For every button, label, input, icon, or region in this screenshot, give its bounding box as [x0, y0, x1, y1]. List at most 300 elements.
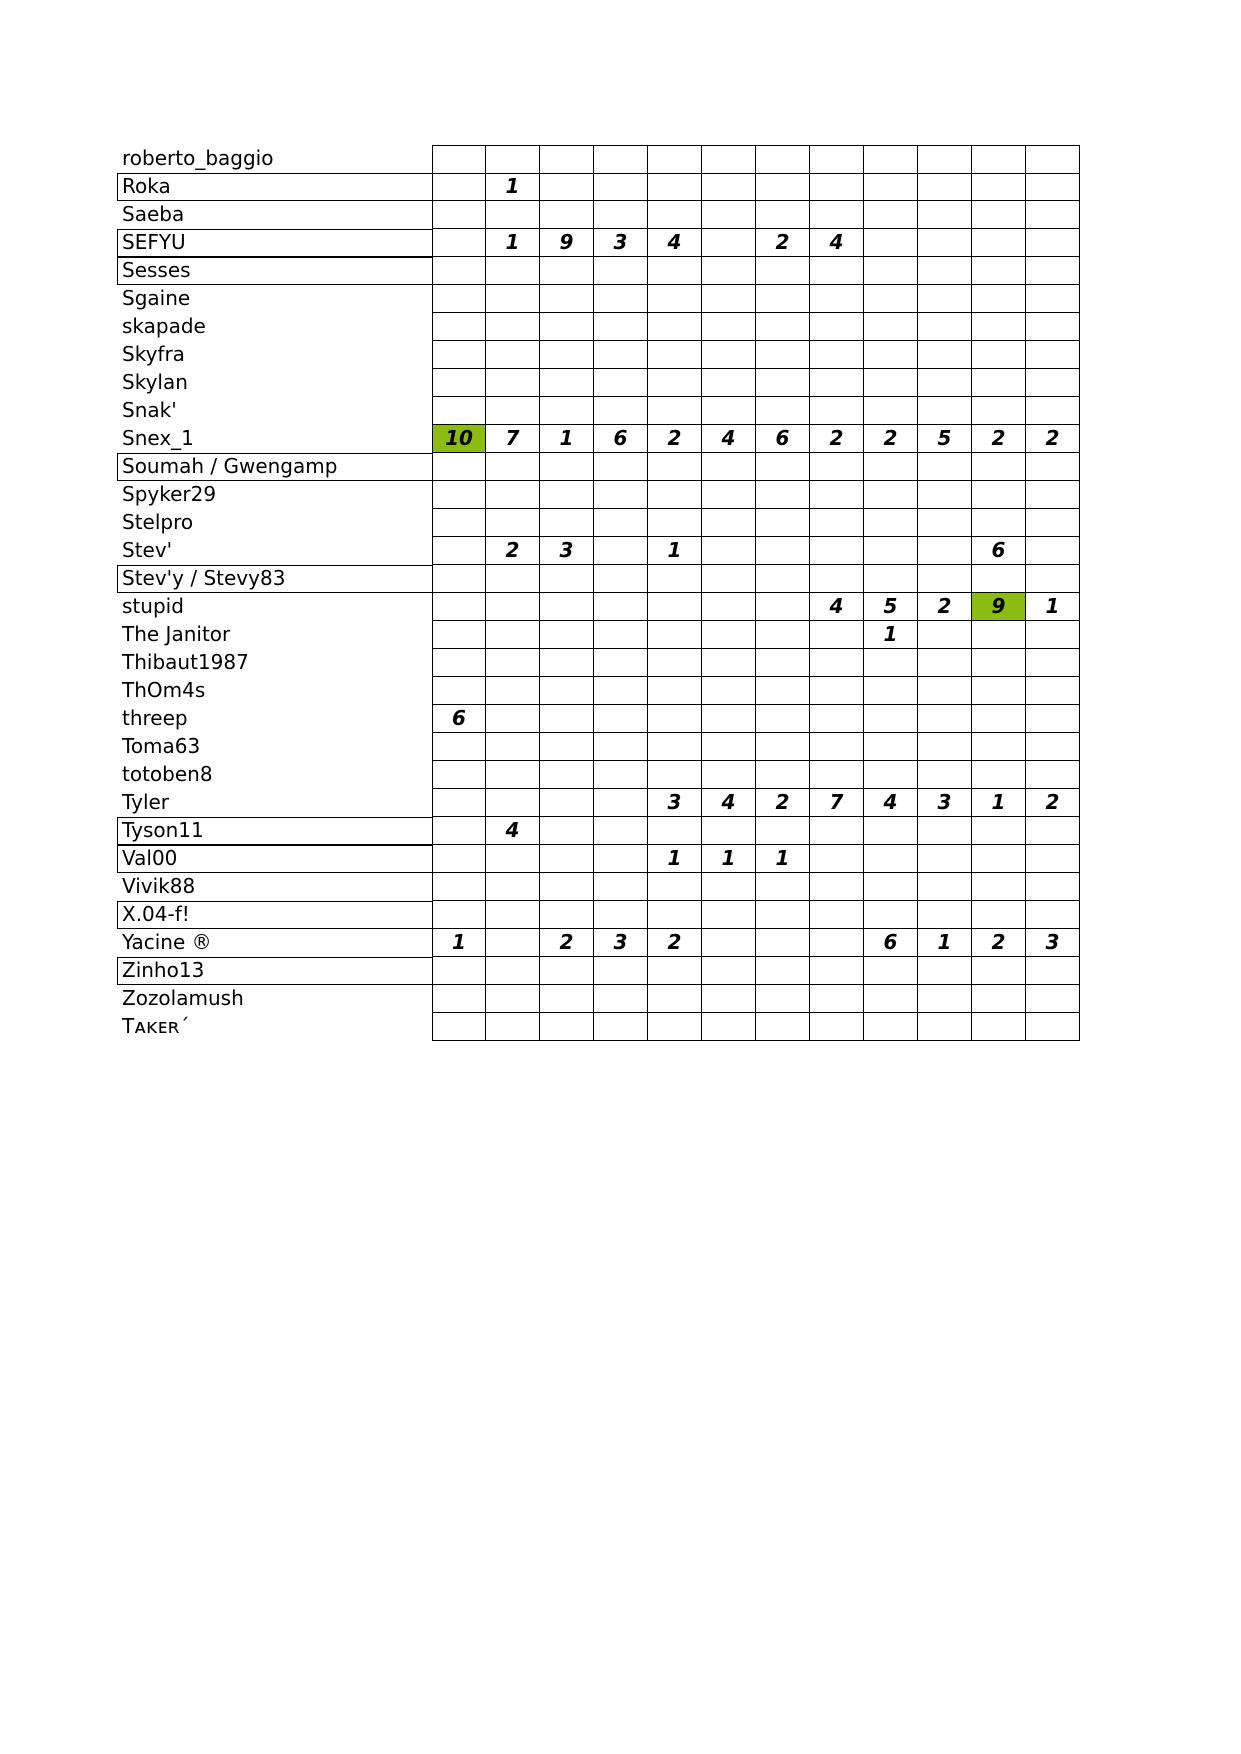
score-cell — [864, 901, 918, 929]
score-cell: 4 — [648, 229, 702, 257]
score-cell — [756, 593, 810, 621]
score-cell — [540, 285, 594, 313]
score-cell: 3 — [540, 537, 594, 565]
score-cell — [540, 845, 594, 873]
score-cell: 1 — [918, 929, 972, 957]
score-cell — [864, 369, 918, 397]
score-cell — [594, 313, 648, 341]
score-cell — [702, 481, 756, 509]
score-cell — [864, 229, 918, 257]
score-cell — [648, 901, 702, 929]
player-name: Toma63 — [122, 734, 201, 758]
score-cell: 4 — [702, 425, 756, 453]
score-cell — [702, 453, 756, 481]
score-cell: 6 — [864, 929, 918, 957]
score-cell — [486, 789, 540, 817]
score-cell — [486, 341, 540, 369]
score-cell-highlighted: 10 — [432, 425, 486, 453]
score-cell: 1 — [702, 845, 756, 873]
player-name: totoben8 — [122, 762, 213, 786]
score-cell — [810, 145, 864, 174]
score-cell — [1026, 565, 1080, 593]
score-cell — [432, 1013, 486, 1041]
player-name: Skylan — [122, 370, 188, 394]
score-cell — [594, 509, 648, 537]
score-cell — [432, 817, 486, 845]
player-name: SEFYU — [117, 229, 433, 257]
score-cell — [756, 369, 810, 397]
score-cell — [972, 341, 1026, 369]
score-cell — [1026, 677, 1080, 705]
score-cell — [810, 565, 864, 593]
score-cell — [432, 453, 486, 481]
score-cell — [432, 369, 486, 397]
score-cell — [540, 173, 594, 201]
player-name: Roka — [117, 173, 433, 201]
score-cell — [810, 957, 864, 985]
player-name: stupid — [122, 594, 184, 618]
score-cell — [972, 733, 1026, 761]
score-cell — [540, 789, 594, 817]
score-cell — [810, 369, 864, 397]
score-cell — [1026, 733, 1080, 761]
score-cell — [1026, 957, 1080, 985]
score-cell — [1026, 845, 1080, 873]
score-cell — [864, 957, 918, 985]
score-cell — [972, 705, 1026, 733]
score-cell — [864, 705, 918, 733]
player-name: roberto_baggio — [122, 146, 274, 170]
score-cell — [756, 1013, 810, 1041]
score-cell — [648, 369, 702, 397]
score-cell — [810, 341, 864, 369]
score-cell — [810, 509, 864, 537]
score-cell — [432, 957, 486, 985]
score-cell — [594, 341, 648, 369]
score-cell — [1026, 873, 1080, 901]
score-cell — [486, 509, 540, 537]
score-cell — [864, 257, 918, 285]
score-cell — [594, 733, 648, 761]
score-cell — [756, 201, 810, 229]
player-name: threep — [122, 706, 188, 730]
score-cell — [594, 621, 648, 649]
score-cell — [702, 733, 756, 761]
score-cell — [648, 201, 702, 229]
score-cell — [918, 173, 972, 201]
score-cell — [864, 285, 918, 313]
score-cell — [1026, 369, 1080, 397]
player-name: Stev' — [122, 538, 173, 562]
player-name: Sgaine — [122, 286, 191, 310]
score-cell — [756, 341, 810, 369]
score-cell — [972, 677, 1026, 705]
score-cell — [540, 453, 594, 481]
score-cell — [972, 817, 1026, 845]
score-cell — [432, 481, 486, 509]
score-cell: 4 — [864, 789, 918, 817]
score-cell — [918, 621, 972, 649]
score-cell — [486, 621, 540, 649]
score-cell — [972, 845, 1026, 873]
score-cell: 6 — [972, 537, 1026, 565]
score-cell — [594, 145, 648, 174]
score-cell: 2 — [648, 425, 702, 453]
score-cell — [432, 789, 486, 817]
score-cell — [540, 1013, 594, 1041]
score-cell: 3 — [1026, 929, 1080, 957]
score-cell — [702, 621, 756, 649]
score-cell — [972, 957, 1026, 985]
score-cell — [648, 649, 702, 677]
score-cell — [594, 397, 648, 425]
score-cell — [648, 397, 702, 425]
score-cell — [648, 621, 702, 649]
score-cell — [540, 481, 594, 509]
score-cell — [540, 509, 594, 537]
score-cell — [918, 341, 972, 369]
score-cell — [918, 873, 972, 901]
score-cell — [972, 369, 1026, 397]
score-cell: 4 — [702, 789, 756, 817]
score-cell — [702, 985, 756, 1013]
score-cell — [918, 509, 972, 537]
score-cell — [702, 537, 756, 565]
player-name: Snak' — [122, 398, 177, 422]
score-cell — [810, 817, 864, 845]
score-cell — [540, 901, 594, 929]
score-cell — [756, 397, 810, 425]
score-cell — [864, 145, 918, 174]
score-cell — [1026, 761, 1080, 789]
score-cell — [432, 257, 486, 285]
score-cell — [756, 145, 810, 174]
score-cell: 3 — [648, 789, 702, 817]
score-cell — [648, 733, 702, 761]
score-cell — [540, 873, 594, 901]
score-cell — [702, 201, 756, 229]
score-cell — [1026, 537, 1080, 565]
score-cell — [594, 453, 648, 481]
score-cell — [864, 481, 918, 509]
score-cell — [594, 1013, 648, 1041]
score-cell — [1026, 621, 1080, 649]
score-cell: 2 — [1026, 789, 1080, 817]
score-cell — [432, 873, 486, 901]
score-cell — [918, 845, 972, 873]
score-cell — [1026, 285, 1080, 313]
score-cell — [918, 733, 972, 761]
score-cell — [918, 257, 972, 285]
score-cell — [918, 1013, 972, 1041]
score-cell — [648, 957, 702, 985]
player-name: ThOm4s — [122, 678, 206, 702]
score-cell — [594, 985, 648, 1013]
score-cell — [432, 733, 486, 761]
score-cell — [486, 733, 540, 761]
score-cell — [540, 677, 594, 705]
score-cell — [972, 173, 1026, 201]
score-cell — [918, 957, 972, 985]
score-cell — [918, 397, 972, 425]
score-cell — [1026, 201, 1080, 229]
score-cell — [756, 481, 810, 509]
player-name: Yacine ® — [122, 930, 212, 954]
score-cell — [648, 1013, 702, 1041]
score-cell — [1026, 173, 1080, 201]
score-cell — [432, 509, 486, 537]
score-cell — [486, 845, 540, 873]
score-cell — [1026, 313, 1080, 341]
score-cell — [864, 985, 918, 1013]
score-cell — [972, 649, 1026, 677]
score-cell: 4 — [486, 817, 540, 845]
score-cell — [432, 229, 486, 257]
score-cell — [810, 761, 864, 789]
score-cell — [594, 649, 648, 677]
score-cell — [702, 509, 756, 537]
score-cell: 2 — [1026, 425, 1080, 453]
score-cell — [486, 761, 540, 789]
score-cell — [540, 257, 594, 285]
score-cell — [756, 985, 810, 1013]
score-cell — [756, 173, 810, 201]
score-cell — [810, 285, 864, 313]
score-cell — [702, 341, 756, 369]
score-cell: 1 — [648, 537, 702, 565]
score-cell — [972, 145, 1026, 174]
score-cell — [1026, 453, 1080, 481]
score-cell — [972, 1013, 1026, 1041]
score-cell — [702, 901, 756, 929]
score-cell — [486, 901, 540, 929]
score-cell — [918, 901, 972, 929]
score-cell — [756, 649, 810, 677]
score-cell — [756, 313, 810, 341]
score-cell — [648, 985, 702, 1013]
score-cell — [972, 397, 1026, 425]
score-cell — [432, 565, 486, 593]
score-cell — [864, 649, 918, 677]
score-cell — [648, 173, 702, 201]
score-cell — [540, 649, 594, 677]
player-name: Zozolamush — [122, 986, 244, 1010]
score-cell — [486, 201, 540, 229]
score-cell — [648, 453, 702, 481]
score-cell — [594, 565, 648, 593]
score-cell — [918, 985, 972, 1013]
score-cell — [918, 453, 972, 481]
score-cell — [594, 257, 648, 285]
score-cell — [1026, 145, 1080, 174]
score-cell — [1026, 481, 1080, 509]
score-cell — [756, 285, 810, 313]
score-cell — [486, 1013, 540, 1041]
score-cell — [486, 873, 540, 901]
score-cell — [594, 845, 648, 873]
score-cell: 1 — [540, 425, 594, 453]
score-cell — [810, 313, 864, 341]
player-name: Saeba — [122, 202, 185, 226]
score-cell — [648, 873, 702, 901]
score-cell — [756, 621, 810, 649]
score-cell: 1 — [972, 789, 1026, 817]
player-name: X.04-f! — [117, 901, 433, 929]
score-cell — [810, 873, 864, 901]
player-name: Vivik88 — [122, 874, 196, 898]
score-cell — [702, 957, 756, 985]
score-cell — [648, 705, 702, 733]
score-cell: 3 — [594, 229, 648, 257]
score-cell — [594, 789, 648, 817]
player-name: Sesses — [117, 257, 433, 285]
score-cell — [810, 733, 864, 761]
score-cell: 2 — [972, 929, 1026, 957]
score-cell — [486, 929, 540, 957]
score-cell: 6 — [594, 425, 648, 453]
score-cell — [702, 705, 756, 733]
score-cell — [972, 901, 1026, 929]
score-cell: 4 — [810, 229, 864, 257]
score-cell — [972, 985, 1026, 1013]
score-cell — [486, 453, 540, 481]
score-cell — [972, 565, 1026, 593]
score-cell — [540, 985, 594, 1013]
player-name: Stev'y / Stevy83 — [117, 565, 433, 593]
score-cell: 2 — [756, 789, 810, 817]
score-cell — [864, 397, 918, 425]
score-cell — [918, 285, 972, 313]
player-name: Tᴀᴋᴇʀ´ — [122, 1014, 190, 1038]
score-cell — [702, 397, 756, 425]
score-cell — [594, 173, 648, 201]
player-name: skapade — [122, 314, 206, 338]
score-cell — [648, 817, 702, 845]
score-cell: 6 — [432, 705, 486, 733]
score-cell — [594, 481, 648, 509]
score-cell — [810, 845, 864, 873]
score-cell — [864, 537, 918, 565]
score-cell — [810, 173, 864, 201]
score-cell: 1 — [864, 621, 918, 649]
score-cell — [486, 285, 540, 313]
score-cell — [432, 173, 486, 201]
score-cell — [540, 761, 594, 789]
score-cell — [540, 565, 594, 593]
score-cell — [702, 929, 756, 957]
score-cell — [540, 733, 594, 761]
score-cell — [1026, 229, 1080, 257]
score-cell — [918, 145, 972, 174]
score-cell — [918, 817, 972, 845]
score-cell — [486, 257, 540, 285]
score-cell — [648, 341, 702, 369]
score-cell: 2 — [486, 537, 540, 565]
score-cell — [756, 873, 810, 901]
score-cell — [756, 537, 810, 565]
score-cell — [756, 257, 810, 285]
score-cell — [918, 229, 972, 257]
score-cell-highlighted: 9 — [972, 593, 1026, 621]
score-cell — [432, 761, 486, 789]
score-cell — [810, 453, 864, 481]
score-cell — [486, 677, 540, 705]
score-cell — [810, 1013, 864, 1041]
score-cell — [648, 761, 702, 789]
score-cell — [648, 145, 702, 174]
player-name: Skyfra — [122, 342, 185, 366]
score-cell — [594, 761, 648, 789]
player-name: Stelpro — [122, 510, 194, 534]
score-cell — [594, 593, 648, 621]
score-cell — [972, 621, 1026, 649]
score-cell — [756, 817, 810, 845]
score-cell — [972, 229, 1026, 257]
score-cell — [702, 873, 756, 901]
score-cell — [918, 369, 972, 397]
score-cell — [972, 201, 1026, 229]
score-cell — [594, 285, 648, 313]
score-cell — [594, 873, 648, 901]
score-cell — [648, 677, 702, 705]
score-cell — [1026, 901, 1080, 929]
score-cell — [972, 873, 1026, 901]
score-cell — [756, 957, 810, 985]
score-cell — [702, 257, 756, 285]
score-cell — [702, 565, 756, 593]
score-cell: 2 — [810, 425, 864, 453]
score-cell — [918, 201, 972, 229]
score-cell — [756, 929, 810, 957]
score-cell — [810, 537, 864, 565]
score-cell — [864, 201, 918, 229]
player-name: Val00 — [117, 845, 433, 873]
score-cell — [432, 845, 486, 873]
score-cell: 2 — [972, 425, 1026, 453]
player-name: Spyker29 — [122, 482, 217, 506]
score-cell: 1 — [432, 929, 486, 957]
score-cell: 1 — [486, 173, 540, 201]
score-cell: 1 — [1026, 593, 1080, 621]
score-cell: 1 — [648, 845, 702, 873]
score-cell — [432, 677, 486, 705]
score-cell — [1026, 817, 1080, 845]
score-cell — [702, 313, 756, 341]
score-cell — [810, 677, 864, 705]
score-cell — [432, 901, 486, 929]
score-cell — [1026, 341, 1080, 369]
score-cell — [486, 481, 540, 509]
score-cell — [810, 649, 864, 677]
score-cell — [918, 649, 972, 677]
score-cell: 9 — [540, 229, 594, 257]
score-cell — [432, 341, 486, 369]
score-cell — [1026, 397, 1080, 425]
score-cell — [432, 985, 486, 1013]
score-cell: 3 — [594, 929, 648, 957]
score-cell — [540, 201, 594, 229]
score-cell — [432, 397, 486, 425]
score-cell — [432, 593, 486, 621]
score-cell — [864, 341, 918, 369]
score-cell — [972, 509, 1026, 537]
score-cell — [432, 537, 486, 565]
score-cell — [918, 565, 972, 593]
score-cell: 1 — [486, 229, 540, 257]
player-name: Soumah / Gwengamp — [117, 453, 433, 481]
score-cell: 3 — [918, 789, 972, 817]
score-cell — [702, 173, 756, 201]
